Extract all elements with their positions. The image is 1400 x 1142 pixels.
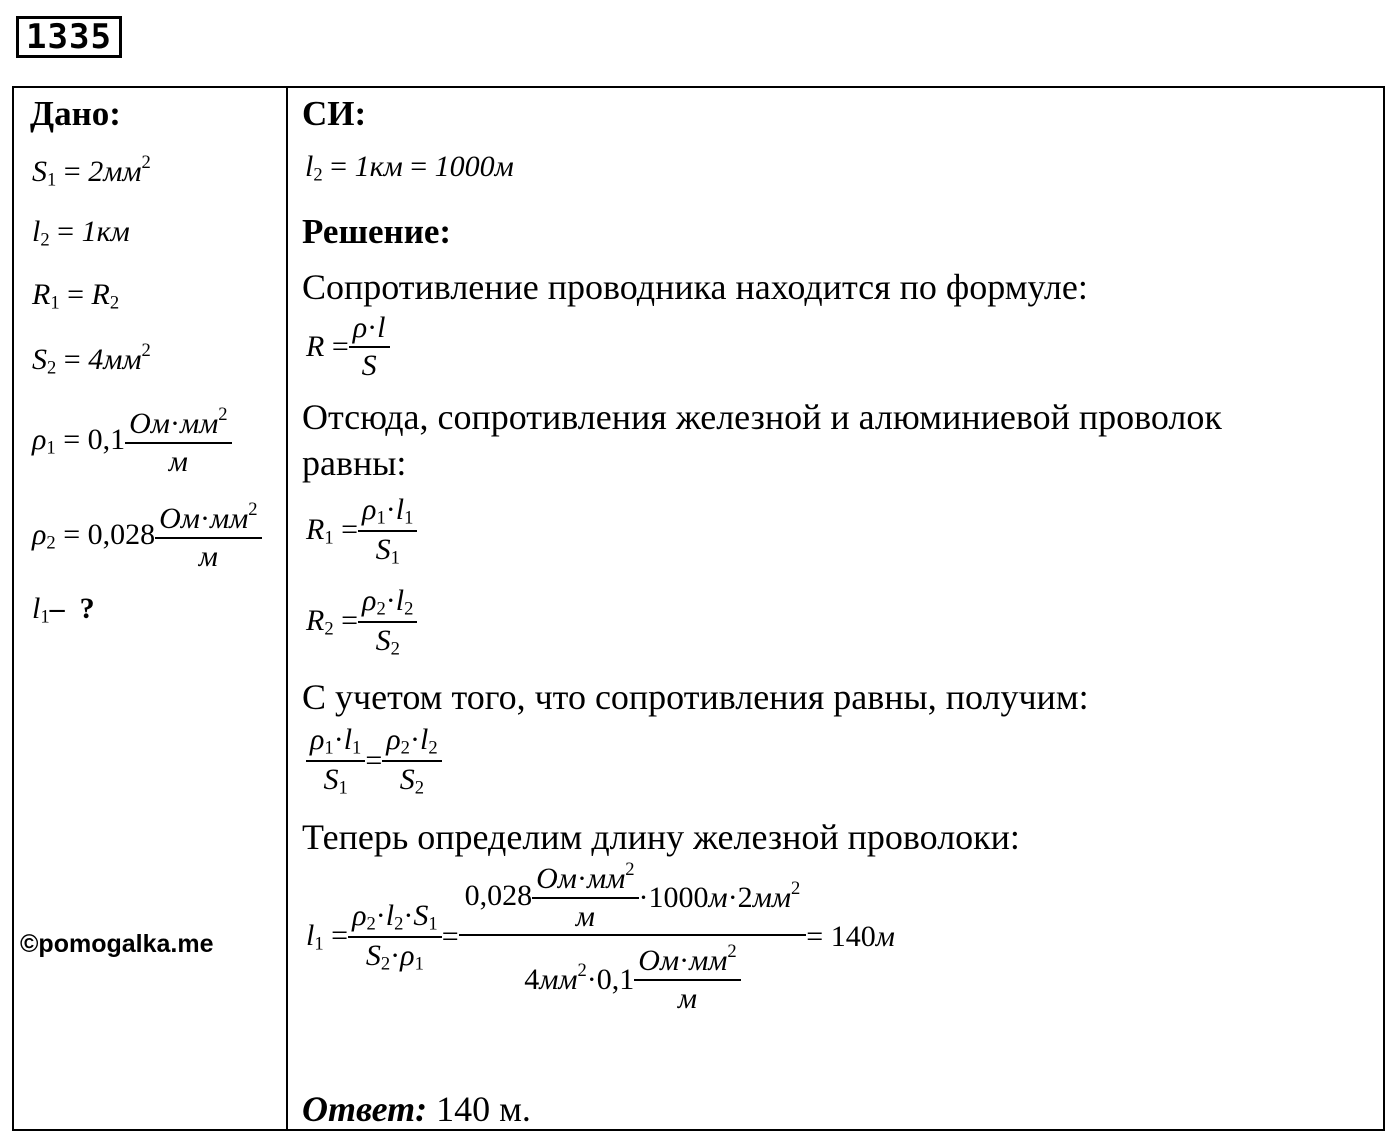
given-rho2: $\rho_2 = 0,028$ $\frac{Ом\cdot мм^2}{м}$	[32, 500, 262, 572]
solution-text-3: С учетом того, что сопротивления равны, получим:	[302, 677, 1089, 717]
formula-equal: $\frac{\rho_1\cdot l_1}{S_1}$ = $\frac{\rho_2\cdot l_2}{S_2}$	[306, 724, 442, 798]
answer-value: 140 м.	[436, 1089, 531, 1129]
formula-l1: $l_1$ = $\frac{\rho_2\cdot l_2\cdot S_1}{S_2\cdot\rho_1}$ = 0,028 $\frac{Ом\cdot мм^2}{м}$ $\cdot 1000м\cdot 2мм^2$ $4мм^2\cdot 0,1$ $\frac{Ом\cdot мм^2}{м}$ = 140м	[306, 859, 895, 1015]
given-s1: $S_1 = 2мм^2$	[32, 152, 151, 191]
answer	[302, 1088, 531, 1130]
si-heading: СИ:	[302, 94, 367, 133]
given-r-equal: $R_1 = R_2$	[32, 278, 120, 314]
solution-heading: Решение:	[302, 212, 452, 251]
column-divider	[286, 88, 288, 1129]
solution-text-2a: Отсюда, сопротивления железной и алюминиевой проволок	[302, 397, 1222, 437]
solution-text-4: Теперь определим длину железной проволоки:	[302, 817, 1020, 857]
formula-r2: $R_2$ = $\frac{\rho_2\cdot l_2}{S_2}$	[306, 585, 417, 659]
watermark-text: ©pomogalka.me	[20, 930, 214, 958]
given-s2: $S_2 = 4мм^2$	[32, 340, 151, 379]
given-heading: Дано:	[30, 94, 121, 133]
given-l2: $l_2 = 1км$	[32, 215, 130, 251]
given-rho1: $\rho_1 = 0,1$ $\frac{Ом\cdot мм^2}{м}$	[32, 405, 232, 477]
problem-number: 1335	[16, 16, 122, 58]
given-find: $l_1-$ ?	[32, 592, 95, 628]
formula-r: R = $\frac{\rho\cdot l}{S}$	[306, 312, 390, 381]
formula-r1: $R_1$ = $\frac{\rho_1\cdot l_1}{S_1}$	[306, 494, 417, 568]
si-l2-conversion: $l_2 = 1км = 1000м$	[305, 150, 514, 186]
answer-label: Ответ:	[302, 1089, 428, 1129]
solution-text-2b: равны:	[302, 443, 407, 483]
solution-text-1: Сопротивление проводника находится по формуле:	[302, 267, 1088, 307]
